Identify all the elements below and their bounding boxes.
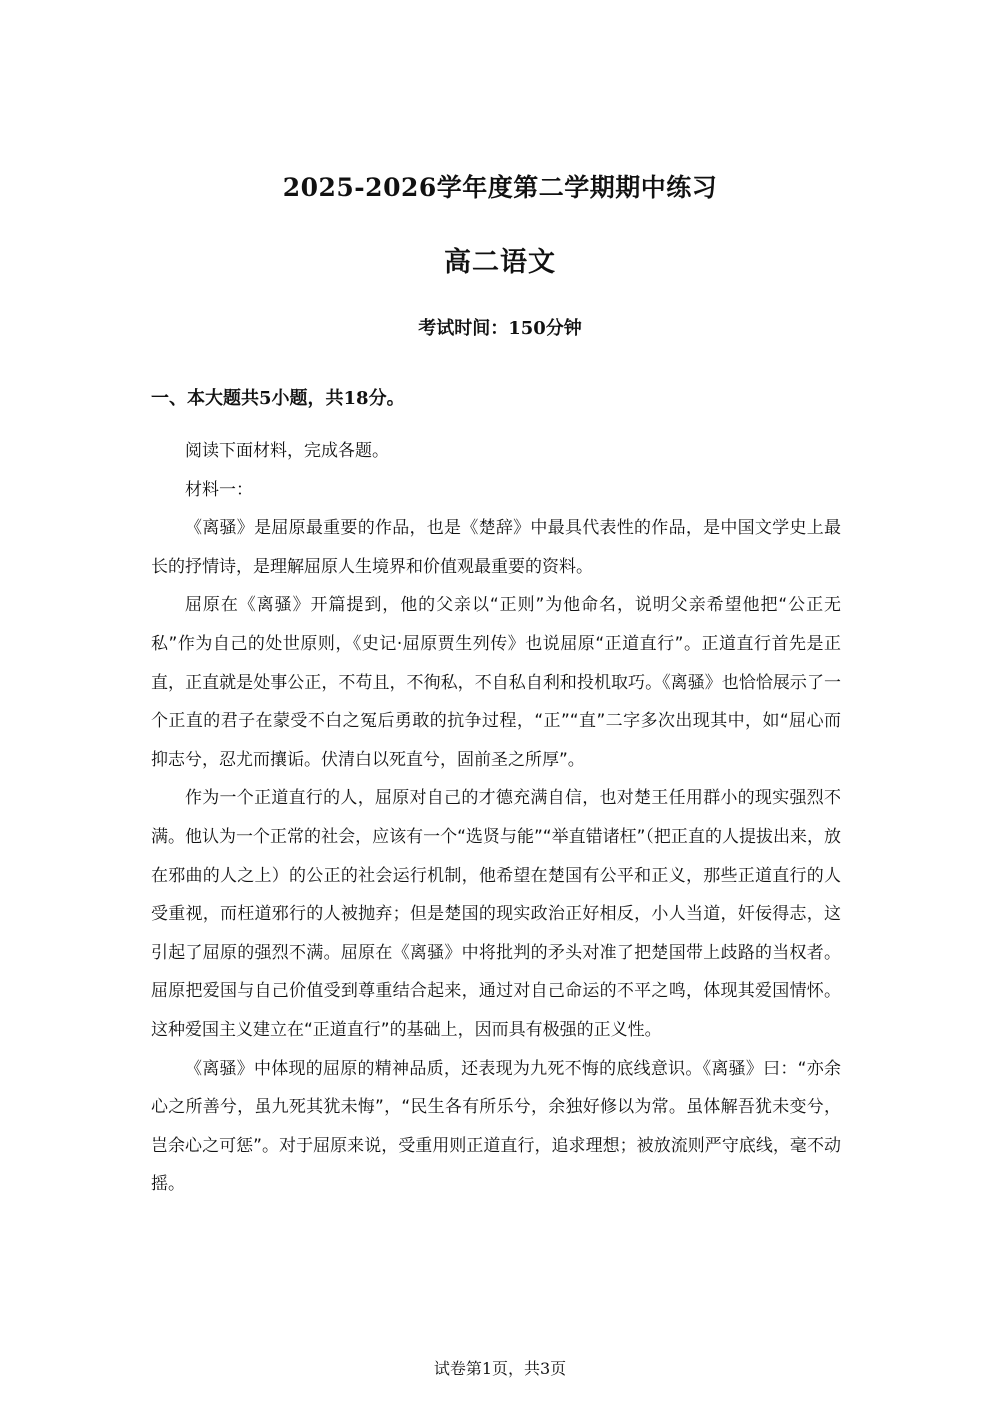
passage-paragraph: 屈原在《离骚》开篇提到，他的父亲以“正则”为他命名，说明父亲希望他把“公正无私”作为自己的处世原则，《史记·屈原贾生列传》也说屈原“正道直行”。正道直行首先是正直，正直就是处事公正，不苟且，不徇私，不自私自利和投机取巧。《离骚》也恰恰展示了一个正直的君子在蒙受不白之冤后勇敢的抗争过程，“正”“直”二字多次出现其中，如“屈心而抑志兮，忍尤而攘诟。伏清白以死直兮，固前圣之所厚”。 xyxy=(151,595,841,770)
exam-title: 2025-2026学年度第二学期期中练习 xyxy=(282,173,718,202)
passage-paragraph: 《离骚》中体现的屈原的精神品质，还表现为九死不悔的底线意识。《离骚》曰：“亦余心之所善兮，虽九死其犹未悔”，“民生各有所乐兮，余独好修以为常。虽体解吾犹未变兮，岂余心之可惩”。对于屈原来说，受重用则正道直行，追求理想；被放流则严守底线，毫不动摇。 xyxy=(151,1058,841,1195)
subject-title: 高二语文 xyxy=(444,247,556,278)
section-heading: 一、本大题共5小题，共18分。 xyxy=(151,388,405,409)
passage-body xyxy=(151,432,841,1204)
material-label: 材料一： xyxy=(185,479,253,500)
instruction-paragraph: 阅读下面材料，完成各题。 xyxy=(185,441,389,461)
passage-paragraph: 作为一个正道直行的人，屈原对自己的才德充满自信，也对楚王任用群小的现实强烈不满。他认为一个正常的社会，应该有一个“选贤与能”“举直错诸枉”（把正直的人提拔出来，放在邪曲的人之上）的公正的社会运行机制，他希望在楚国有公平和正义，那些正道直行的人受重视，而枉道邪行的人被抛弃；但是楚国的现实政治正好相反，小人当道，奸佞得志，这引起了屈原的强烈不满。屈原在《离骚》中将批判的矛头对准了把楚国带上歧路的当权者。屈原把爱国与自己价值受到尊重结合起来，通过对自己命运的不平之鸣，体现其爱国情怀。这种爱国主义建立在“正道直行”的基础上，因而具有极强的正义性。 xyxy=(151,788,841,1040)
exam-time: 考试时间：150分钟 xyxy=(418,318,582,339)
passage-paragraph: 《离骚》是屈原最重要的作品，也是《楚辞》中最具代表性的作品，是中国文学史上最长的抒情诗，是理解屈原人生境界和价值观最重要的资料。 xyxy=(151,518,841,577)
page-footer: 试卷第1页，共3页 xyxy=(433,1359,567,1378)
